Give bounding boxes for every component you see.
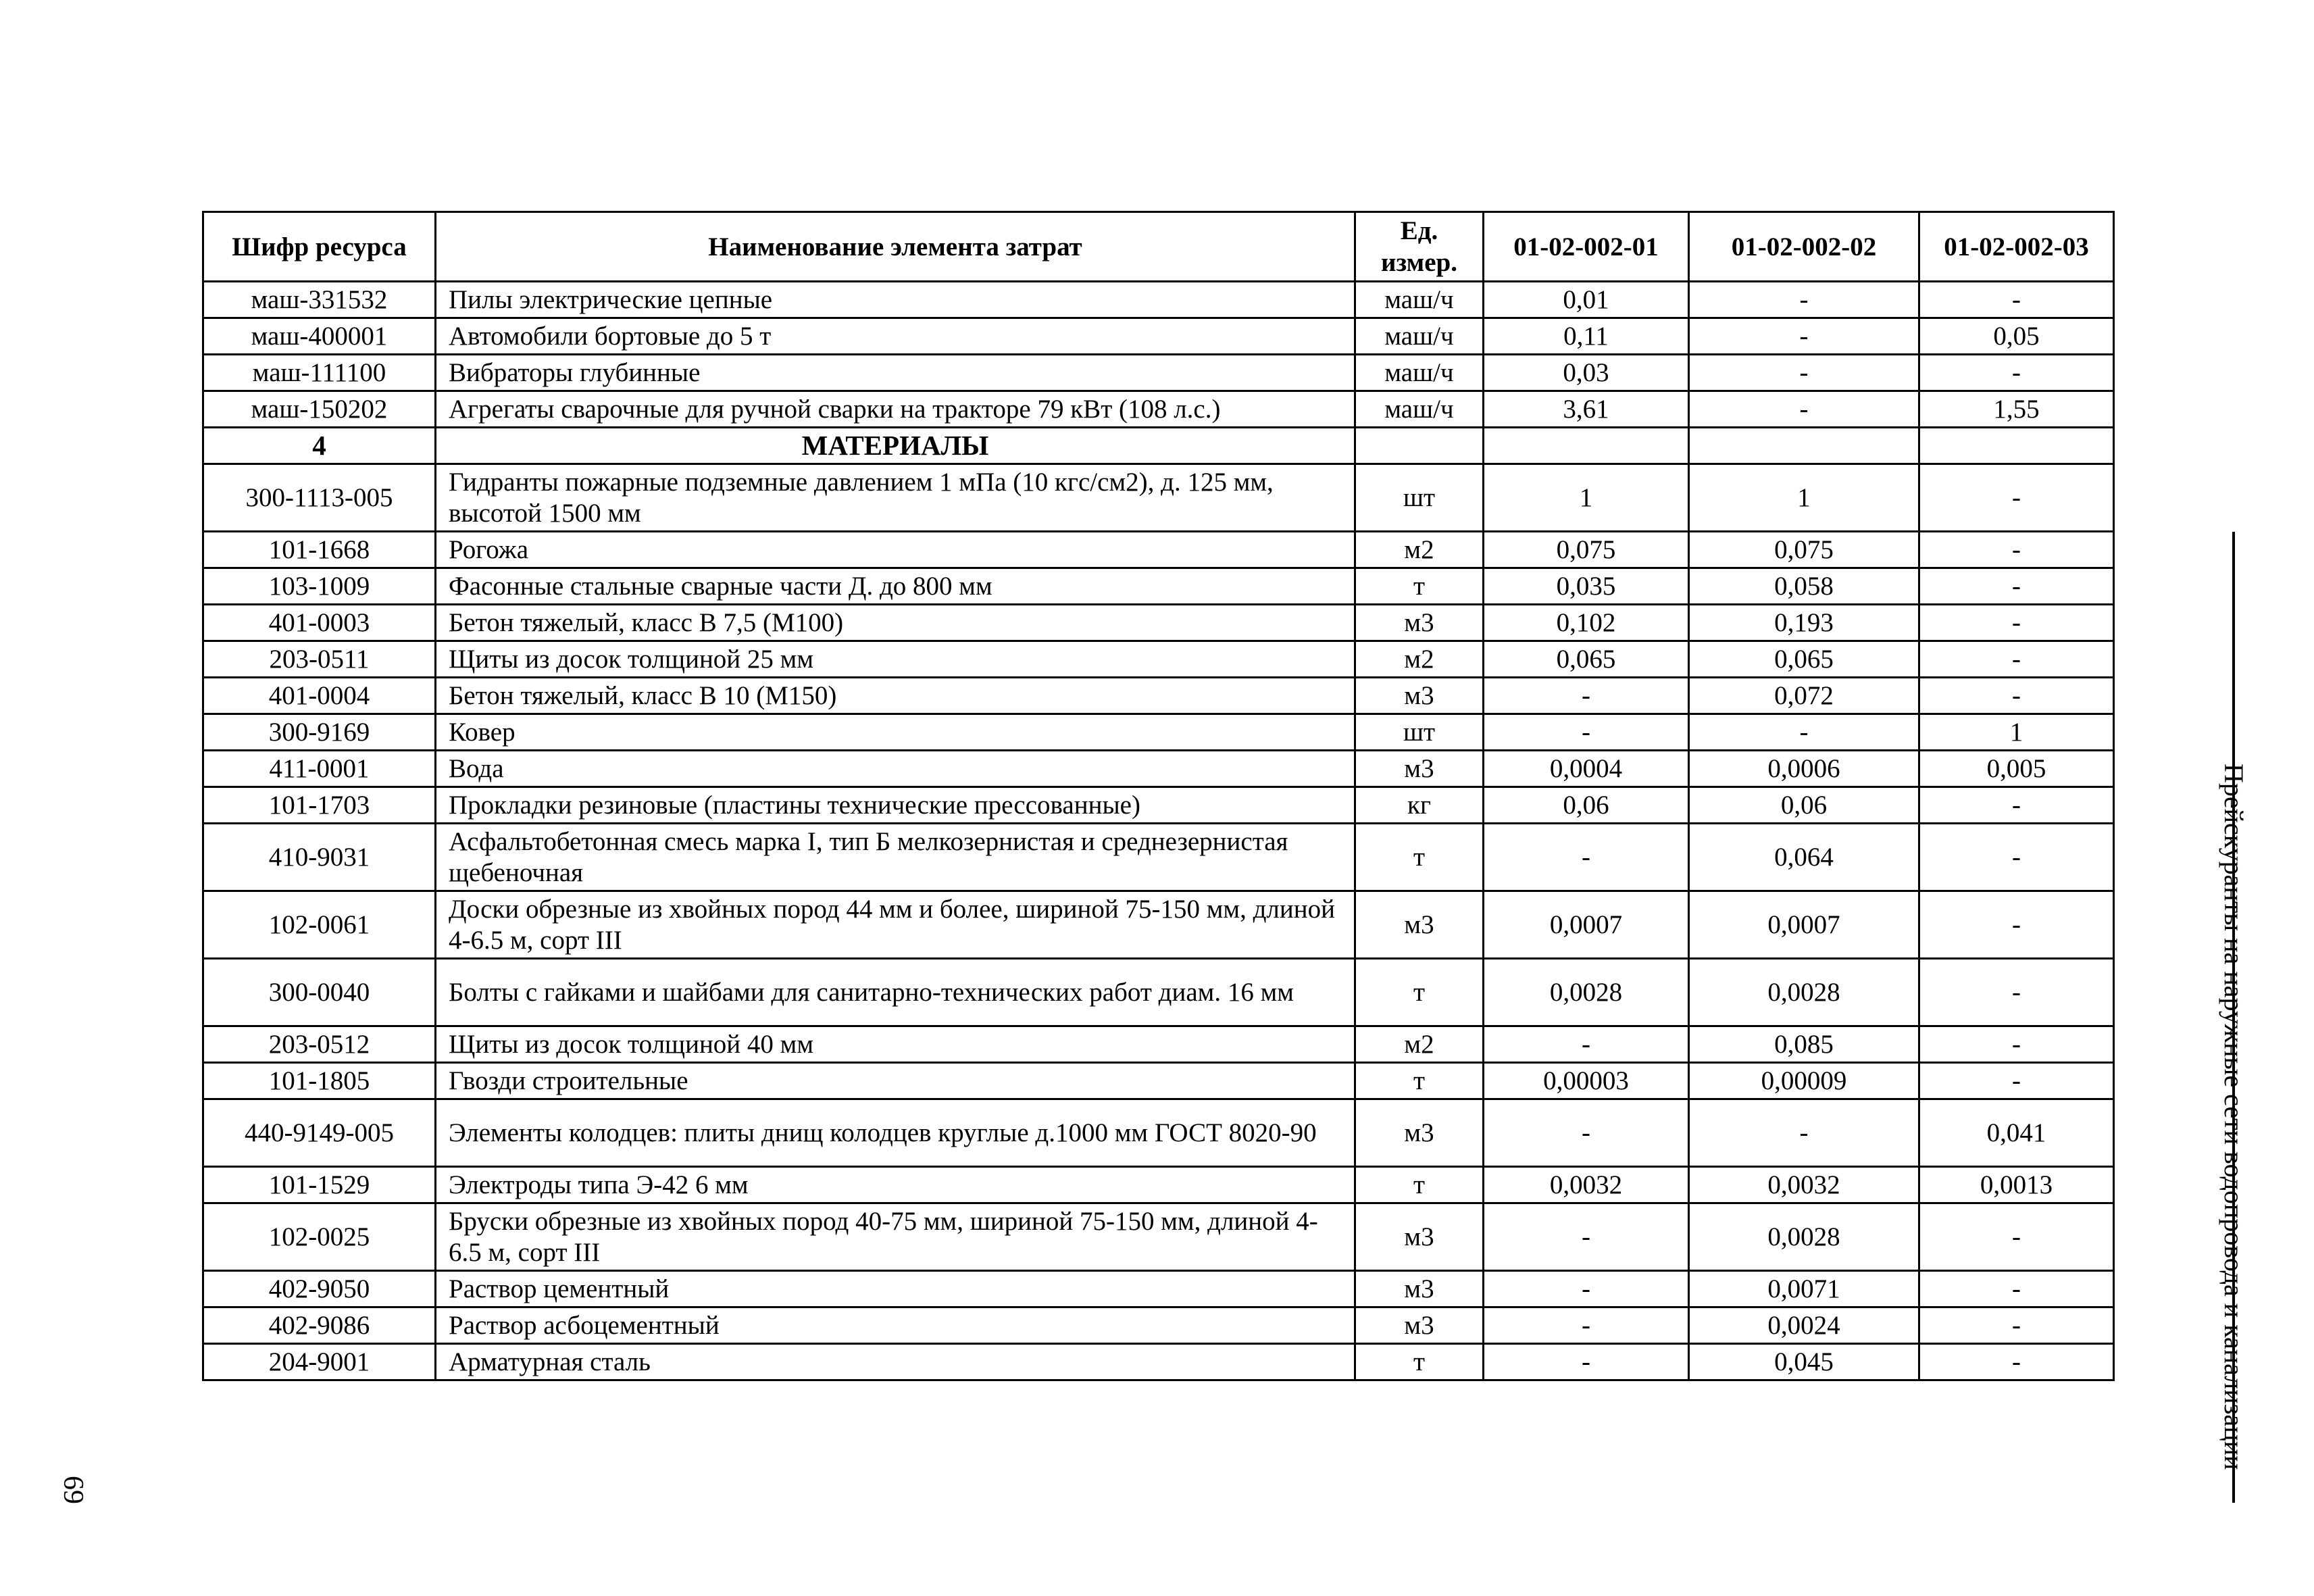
cell-v1: 0,0028 (1484, 959, 1689, 1026)
cell-name: Раствор цементный (436, 1271, 1355, 1307)
cell-v1: 0,06 (1484, 787, 1689, 824)
table-row (203, 891, 2114, 959)
cell-unit: шт (1355, 464, 1484, 532)
cell-v2: - (1689, 318, 1919, 355)
cell-v2: - (1689, 355, 1919, 391)
cell-code: 300-0040 (203, 959, 436, 1026)
cell-v1: - (1484, 1307, 1689, 1344)
cell-code: 101-1529 (203, 1167, 436, 1203)
cell-name: Вода (436, 751, 1355, 787)
table-row (203, 1203, 2114, 1271)
table-row (203, 751, 2114, 787)
cell-code: 300-9169 (203, 714, 436, 751)
cell-v2: 0,0024 (1689, 1307, 1919, 1344)
cell-v3: - (1919, 1063, 2114, 1099)
table-row (203, 1063, 2114, 1099)
cell-unit: маш/ч (1355, 282, 1484, 318)
table-row (203, 1344, 2114, 1380)
cell-name: Рогожа (436, 532, 1355, 568)
cell-v1: - (1484, 1099, 1689, 1167)
cell-code: 410-9031 (203, 824, 436, 891)
cell-v3: - (1919, 1307, 2114, 1344)
table-row (203, 787, 2114, 824)
table-row (203, 714, 2114, 751)
cell-v2: - (1689, 714, 1919, 751)
cell-unit: м2 (1355, 1026, 1484, 1063)
cell-v3: - (1919, 1344, 2114, 1380)
cell-v3: - (1919, 824, 2114, 891)
cell-name: Асфальтобетонная смесь марка I, тип Б мелкозернистая и среднезернистая щебеночная (436, 824, 1355, 891)
cell-name: Болты с гайками и шайбами для санитарно-технических работ диам. 16 мм (436, 959, 1355, 1026)
cell-name: Бетон тяжелый, класс В 7,5 (М100) (436, 605, 1355, 641)
cell-code: 101-1668 (203, 532, 436, 568)
cell-v3: - (1919, 1271, 2114, 1307)
cell-code: 402-9050 (203, 1271, 436, 1307)
resource-table (202, 211, 2115, 1381)
cell-v2: 0,0071 (1689, 1271, 1919, 1307)
cell-v2: 0,0007 (1689, 891, 1919, 959)
cell-v1: - (1484, 1203, 1689, 1271)
header-name: Наименование элемента затрат (436, 212, 1355, 282)
cell-unit: маш/ч (1355, 318, 1484, 355)
table-row (203, 532, 2114, 568)
cell-v3: - (1919, 282, 2114, 318)
cell-v1 (1484, 428, 1689, 464)
cell-v2: 0,06 (1689, 787, 1919, 824)
header-col3: 01-02-002-03 (1919, 212, 2114, 282)
cell-name: Прокладки резиновые (пластины технические прессованные) (436, 787, 1355, 824)
table-row (203, 282, 2114, 318)
cell-code: маш-400001 (203, 318, 436, 355)
cell-name: Автомобили бортовые до 5 т (436, 318, 1355, 355)
cell-v3: - (1919, 532, 2114, 568)
cell-unit: т (1355, 959, 1484, 1026)
cell-code: маш-111100 (203, 355, 436, 391)
cell-v3: - (1919, 891, 2114, 959)
table-row (203, 1026, 2114, 1063)
cell-code: 4 (203, 428, 436, 464)
cell-v2: 1 (1689, 464, 1919, 532)
table-row (203, 391, 2114, 428)
table-row (203, 464, 2114, 532)
cell-unit: т (1355, 1063, 1484, 1099)
cell-code: 103-1009 (203, 568, 436, 605)
side-title: Прейскуранты на наружные сети водопровода и канализации (2219, 764, 2249, 1470)
cell-name: Элементы колодцев: плиты днищ колодцев круглые д.1000 мм ГОСТ 8020-90 (436, 1099, 1355, 1167)
cell-unit: м3 (1355, 1307, 1484, 1344)
cell-v1: - (1484, 1026, 1689, 1063)
cell-v2: 0,0028 (1689, 1203, 1919, 1271)
header-col1: 01-02-002-01 (1484, 212, 1689, 282)
cell-v2: 0,085 (1689, 1026, 1919, 1063)
cell-unit: м3 (1355, 1203, 1484, 1271)
cell-v1: - (1484, 824, 1689, 891)
cell-unit: м3 (1355, 678, 1484, 714)
header-col2: 01-02-002-02 (1689, 212, 1919, 282)
cell-v1: 1 (1484, 464, 1689, 532)
cell-name: Ковер (436, 714, 1355, 751)
cell-name: Раствор асбоцементный (436, 1307, 1355, 1344)
cell-v1: 0,11 (1484, 318, 1689, 355)
cell-v2 (1689, 428, 1919, 464)
cell-name: Бетон тяжелый, класс В 10 (М150) (436, 678, 1355, 714)
cell-v1: 0,0007 (1484, 891, 1689, 959)
cell-v1: 0,075 (1484, 532, 1689, 568)
cell-v1: - (1484, 1344, 1689, 1380)
cell-name: МАТЕРИАЛЫ (436, 428, 1355, 464)
cell-v1: 0,035 (1484, 568, 1689, 605)
cell-code: маш-150202 (203, 391, 436, 428)
cell-code: 300-1113-005 (203, 464, 436, 532)
cell-v3: - (1919, 605, 2114, 641)
cell-v2: 0,0006 (1689, 751, 1919, 787)
cell-v3: - (1919, 1026, 2114, 1063)
header-code: Шифр ресурса (203, 212, 436, 282)
table-header-row (203, 212, 2114, 282)
cell-code: 402-9086 (203, 1307, 436, 1344)
cell-code: 203-0512 (203, 1026, 436, 1063)
header-unit: Ед. измер. (1355, 212, 1484, 282)
cell-unit: маш/ч (1355, 391, 1484, 428)
cell-name: Агрегаты сварочные для ручной сварки на тракторе 79 кВт (108 л.с.) (436, 391, 1355, 428)
cell-v3: - (1919, 959, 2114, 1026)
cell-v2: 0,064 (1689, 824, 1919, 891)
table-row (203, 824, 2114, 891)
cell-unit: м3 (1355, 891, 1484, 959)
cell-name: Вибраторы глубинные (436, 355, 1355, 391)
cell-v3: 0,005 (1919, 751, 2114, 787)
cell-name: Гидранты пожарные подземные давлением 1 мПа (10 кгс/см2), д. 125 мм, высотой 1500 мм (436, 464, 1355, 532)
cell-code: 204-9001 (203, 1344, 436, 1380)
cell-unit: м3 (1355, 605, 1484, 641)
cell-code: маш-331532 (203, 282, 436, 318)
cell-unit: м2 (1355, 532, 1484, 568)
cell-name: Гвозди строительные (436, 1063, 1355, 1099)
cell-code: 440-9149-005 (203, 1099, 436, 1167)
cell-v1: 0,00003 (1484, 1063, 1689, 1099)
cell-unit: т (1355, 568, 1484, 605)
cell-v3: - (1919, 1203, 2114, 1271)
cell-unit: т (1355, 1167, 1484, 1203)
cell-v1: 0,0032 (1484, 1167, 1689, 1203)
cell-v1: 0,0004 (1484, 751, 1689, 787)
cell-v3: 0,0013 (1919, 1167, 2114, 1203)
cell-v2: 0,193 (1689, 605, 1919, 641)
cell-v1: 0,01 (1484, 282, 1689, 318)
cell-v3: - (1919, 678, 2114, 714)
table-row (203, 1271, 2114, 1307)
cell-v1: 0,03 (1484, 355, 1689, 391)
table-row (203, 355, 2114, 391)
cell-v1: 3,61 (1484, 391, 1689, 428)
cell-unit: шт (1355, 714, 1484, 751)
cell-v2: - (1689, 391, 1919, 428)
cell-code: 203-0511 (203, 641, 436, 678)
cell-name: Электроды типа Э-42 6 мм (436, 1167, 1355, 1203)
cell-code: 401-0004 (203, 678, 436, 714)
cell-v3: 0,05 (1919, 318, 2114, 355)
table-row (203, 318, 2114, 355)
cell-unit: кг (1355, 787, 1484, 824)
cell-unit: м2 (1355, 641, 1484, 678)
cell-unit: т (1355, 824, 1484, 891)
cell-name: Фасонные стальные сварные части Д. до 800 мм (436, 568, 1355, 605)
cell-v1: 0,065 (1484, 641, 1689, 678)
cell-unit: м3 (1355, 1099, 1484, 1167)
cell-code: 101-1703 (203, 787, 436, 824)
cell-v1: 0,102 (1484, 605, 1689, 641)
table-row (203, 1167, 2114, 1203)
cell-name: Пилы электрические цепные (436, 282, 1355, 318)
cell-v3: 1 (1919, 714, 2114, 751)
cell-v2: 0,065 (1689, 641, 1919, 678)
table-row (203, 428, 2114, 464)
cell-unit: т (1355, 1344, 1484, 1380)
cell-code: 102-0061 (203, 891, 436, 959)
cell-v2: 0,045 (1689, 1344, 1919, 1380)
cell-unit: маш/ч (1355, 355, 1484, 391)
cell-v2: 0,00009 (1689, 1063, 1919, 1099)
table-row (203, 1099, 2114, 1167)
cell-v3: - (1919, 641, 2114, 678)
cell-v2: 0,0032 (1689, 1167, 1919, 1203)
cell-name: Арматурная сталь (436, 1344, 1355, 1380)
cell-v3: 1,55 (1919, 391, 2114, 428)
cell-v3 (1919, 428, 2114, 464)
table-row (203, 568, 2114, 605)
cell-unit (1355, 428, 1484, 464)
cell-v3: - (1919, 464, 2114, 532)
cell-unit: м3 (1355, 1271, 1484, 1307)
table-row (203, 1307, 2114, 1344)
cell-v3: - (1919, 355, 2114, 391)
cell-v1: - (1484, 678, 1689, 714)
cell-name: Бруски обрезные из хвойных пород 40-75 мм, шириной 75-150 мм, длиной 4-6.5 м, сорт III (436, 1203, 1355, 1271)
cell-v2: 0,072 (1689, 678, 1919, 714)
table-row (203, 605, 2114, 641)
cell-name: Щиты из досок толщиной 25 мм (436, 641, 1355, 678)
cell-code: 101-1805 (203, 1063, 436, 1099)
table-row (203, 641, 2114, 678)
cell-v2: - (1689, 282, 1919, 318)
cell-code: 102-0025 (203, 1203, 436, 1271)
cell-v3: 0,041 (1919, 1099, 2114, 1167)
table-row (203, 959, 2114, 1026)
cell-v1: - (1484, 714, 1689, 751)
cell-v2: 0,058 (1689, 568, 1919, 605)
table-body (203, 282, 2114, 1380)
cell-v3: - (1919, 787, 2114, 824)
cell-unit: м3 (1355, 751, 1484, 787)
cell-name: Щиты из досок толщиной 40 мм (436, 1026, 1355, 1063)
cell-v3: - (1919, 568, 2114, 605)
cell-code: 411-0001 (203, 751, 436, 787)
cell-name: Доски обрезные из хвойных пород 44 мм и более, шириной 75-150 мм, длиной 4-6.5 м, сорт III (436, 891, 1355, 959)
cell-v2: 0,075 (1689, 532, 1919, 568)
cell-v2: - (1689, 1099, 1919, 1167)
page-number: 69 (57, 1476, 89, 1504)
cell-code: 401-0003 (203, 605, 436, 641)
cell-v1: - (1484, 1271, 1689, 1307)
table-row (203, 678, 2114, 714)
cell-v2: 0,0028 (1689, 959, 1919, 1026)
